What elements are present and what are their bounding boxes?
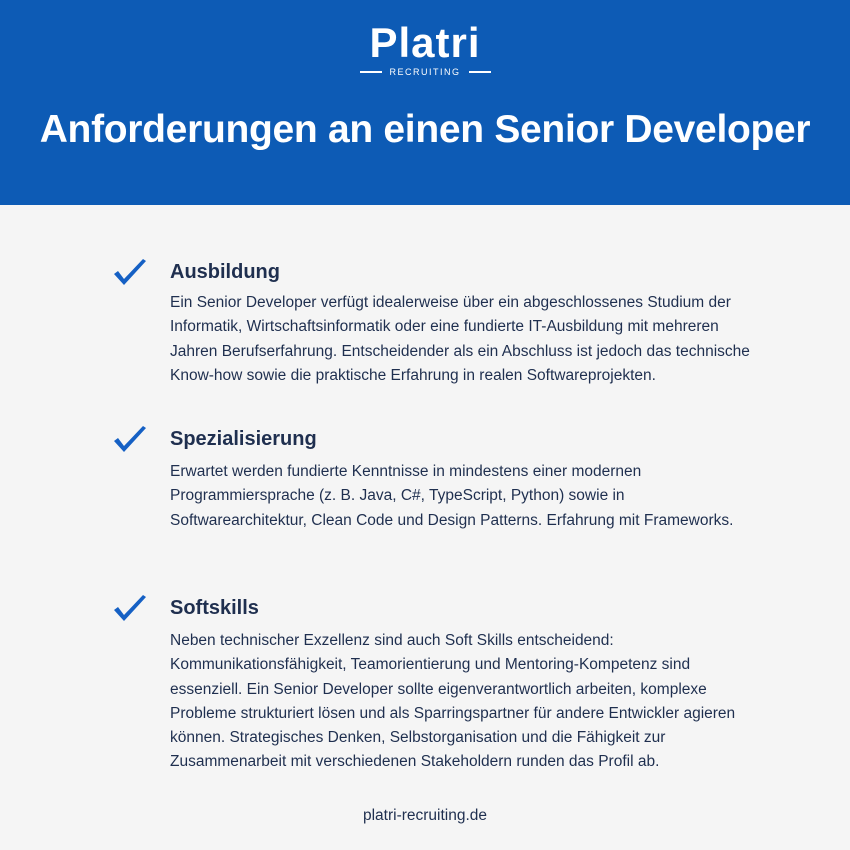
- tagline-divider-left: [360, 71, 382, 73]
- page-title: Anforderungen an einen Senior Developer: [39, 108, 811, 151]
- brand-tagline: RECRUITING: [389, 67, 461, 77]
- tagline-divider-right: [469, 71, 491, 73]
- brand-logo: [0, 20, 850, 78]
- section-text: Neben technischer Exzellenz sind auch Soft Skills entscheidend: Kommunikationsfähigkeit, Teamorientierung und Mentoring-Kompetenz sind essenziell. Ein Senior Developer sollte eigenverantwortlich arbeiten, komplexe Probleme strukturiert lösen und als Sparringspartner für andere Entwickler agieren können. Strategisches Denken, Selbstorganisation und die Fähigkeit zur Zusammenarbeit mit verschiedenen Stakeholdern runden das Profil ab.: [170, 632, 736, 771]
- section-text: Ein Senior Developer verfügt idealerweise über ein abgeschlossenes Studium der Informatik, Wirtschaftsinformatik oder eine fundierte IT-Ausbildung mit mehreren Jahren Berufserfahrung. Entscheidender als ein Abschluss ist jedoch das technische Know-how sowie die praktische Erfahrung in realen Softwareprojekten.: [170, 294, 750, 384]
- brand-name: Platri: [369, 19, 481, 66]
- header-banner: [0, 0, 850, 205]
- section-title: Spezialisierung: [170, 428, 317, 450]
- section-title: Softskills: [170, 597, 259, 619]
- checkmark-icon: [112, 425, 148, 455]
- website-url: platri-recruiting.de: [362, 807, 488, 824]
- section-title: Ausbildung: [170, 261, 280, 283]
- checkmark-icon: [112, 258, 148, 288]
- checkmark-icon: [112, 594, 148, 624]
- brand-tagline-row: [0, 66, 850, 78]
- section-text: Erwartet werden fundierte Kenntnisse in mindestens einer modernen Programmiersprache (z. B. Java, C#, TypeScript, Python) sowie in Softwarearchitektur, Clean Code und Design Patterns. Erfahrung mit Frameworks.: [170, 463, 734, 529]
